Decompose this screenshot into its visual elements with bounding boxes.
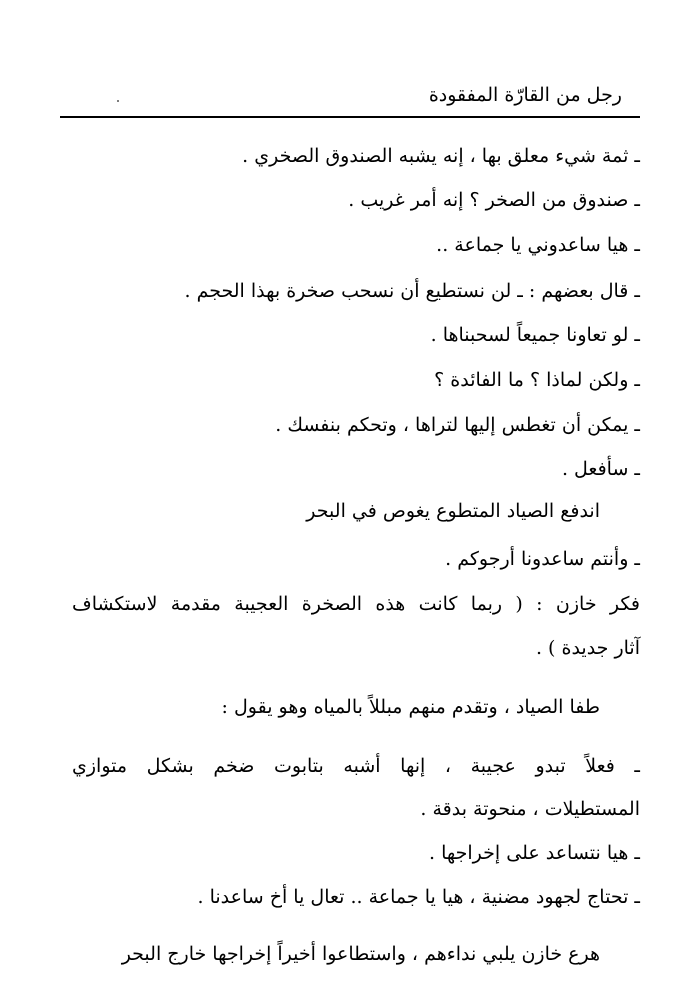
text-line-12: آثار جديدة ) . (535, 637, 640, 659)
text-line-16: ـ هيا نتساعد على إخراجها . (429, 842, 640, 864)
text-line-17: ـ تحتاج لجهود مضنية ، هيا يا جماعة .. تعال يا أخ ساعدنا . (197, 886, 640, 908)
text-line-11: فكر خازن : ( ربما كانت هذه الصخرة العجيبة مقدمة لاستكشاف (72, 593, 640, 615)
running-header: رجل من القارّة المفقودة (428, 84, 622, 106)
text-line-3: ـ هيا ساعدوني يا جماعة .. (436, 234, 640, 256)
text-line-2: ـ صندوق من الصخر ؟ إنه أمر غريب . (348, 189, 640, 211)
text-line-15: المستطيلات ، منحوتة بدقة . (420, 798, 640, 820)
header-rule (60, 116, 640, 118)
stray-dot-mark (117, 100, 119, 102)
text-line-10: ـ وأنتم ساعدونا أرجوكم . (445, 548, 640, 570)
text-line-7: ـ يمكن أن تغطس إليها لتراها ، وتحكم بنفسك . (275, 414, 640, 436)
text-line-4: ـ قال بعضهم : ـ لن نستطيع أن نسحب صخرة بهذا الحجم . (184, 280, 640, 302)
text-line-18: هرع خازن يلبي نداءهم ، واستطاعوا أخيراً إخراجها خارج البحر (121, 943, 600, 965)
text-line-9: اندفع الصياد المتطوع يغوص في البحر (306, 500, 600, 522)
text-line-1: ـ ثمة شيء معلق بها ، إنه يشبه الصندوق الصخري . (242, 145, 640, 167)
text-line-14: ـ فعلاً تبدو عجيبة ، إنها أشبه بتابوت ضخم بشكل متوازي (72, 755, 640, 777)
text-line-13: طفا الصياد ، وتقدم منهم مبللاً بالمياه وهو يقول : (221, 696, 600, 718)
text-line-8: ـ سأفعل . (561, 458, 640, 480)
text-line-5: ـ لو تعاونا جميعاً لسحبناها . (430, 324, 640, 346)
text-line-6: ـ ولكن لماذا ؟ ما الفائدة ؟ (434, 369, 640, 391)
